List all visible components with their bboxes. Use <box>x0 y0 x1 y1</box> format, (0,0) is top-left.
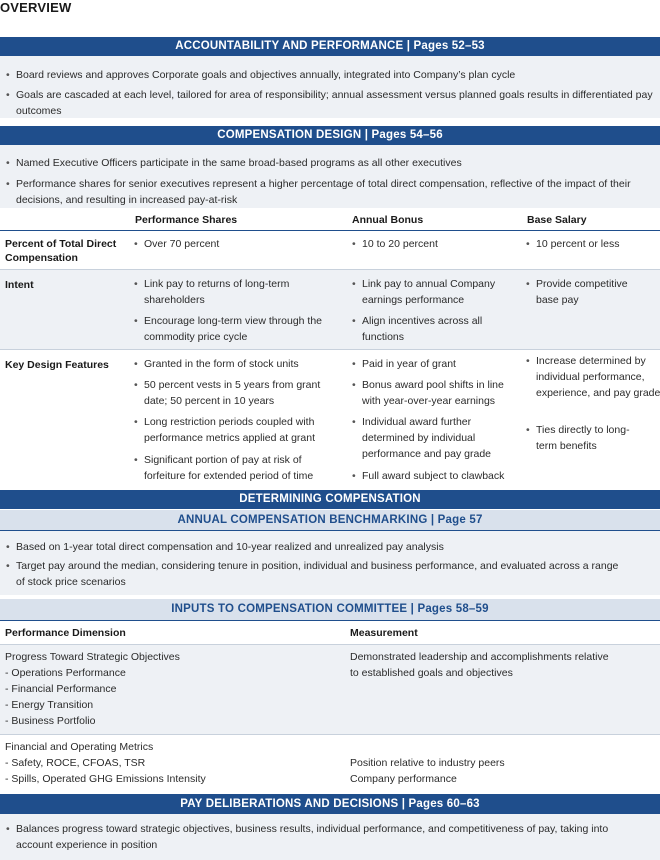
dimension-2-item-1: - Safety, ROCE, CFOAS, TSR <box>5 757 146 769</box>
col-measurement: Measurement <box>350 627 418 639</box>
col-base-salary: Base Salary <box>527 214 587 226</box>
features-perf-1: • Granted in the form of stock units <box>134 356 349 372</box>
design-bullet-1: • Named Executive Officers participate in the same broad-based programs as all other executives <box>6 155 656 171</box>
measurement-1-line-1: Demonstrated leadership and accomplishments relative <box>350 651 609 663</box>
intent-perf-2: • Encourage long-term view through the commodity price cycle <box>134 313 334 345</box>
measurement-2-line-2: Company performance <box>350 773 457 785</box>
features-perf-4: • Significant portion of pay at risk of forfeiture for extended period of time <box>134 452 344 484</box>
measurement-2-line-1: Position relative to industry peers <box>350 757 505 769</box>
inputs-divider <box>0 620 660 621</box>
design-banner: COMPENSATION DESIGN | Pages 54–56 <box>0 126 660 145</box>
intent-bonus-2: • Align incentives across all functions <box>352 313 492 345</box>
dimension-1-title: Progress Toward Strategic Objectives <box>5 651 180 663</box>
dimension-2-item-2: - Spills, Operated GHG Emissions Intensity <box>5 773 206 785</box>
inputs-row-divider <box>0 734 660 735</box>
measurement-1-line-2: to established goals and objectives <box>350 667 513 679</box>
intent-perf-1: • Link pay to returns of long-term shareholders <box>134 276 319 308</box>
features-bonus-4: • Full award subject to clawback <box>352 468 527 484</box>
dimension-1-item-1: - Operations Performance <box>5 667 126 679</box>
benchmark-bullet-1: • Based on 1-year total direct compensation and 10-year realized and unrealized pay analysis <box>6 539 656 555</box>
page-title: OVERVIEW <box>0 0 72 15</box>
intent-bonus-1: • Link pay to annual Company earnings performance <box>352 276 522 308</box>
accountability-bullet-2: • Goals are cascaded at each level, tailored for area of responsibility; annual assessment versus planned goals results in differentiated pay outcomes <box>6 87 660 119</box>
determining-banner: DETERMINING COMPENSATION <box>0 490 660 509</box>
accountability-bullet-1: • Board reviews and approves Corporate goals and objectives annually, integrated into Company’s plan cycle <box>6 67 656 83</box>
deliberations-bullet-1: • Balances progress toward strategic objectives, business results, individual performance, and competitiveness of pay, taking into account experience in position <box>6 821 636 853</box>
row-intent-label: Intent <box>5 279 34 291</box>
features-salary-1: • Increase determined by individual performance, experience, and pay grade <box>526 353 660 401</box>
inputs-banner: INPUTS TO COMPENSATION COMMITTEE | Pages 58–59 <box>0 599 660 620</box>
dimension-1-item-4: - Business Portfolio <box>5 715 96 727</box>
benchmark-banner: ANNUAL COMPENSATION BENCHMARKING | Page 57 <box>0 510 660 530</box>
dimension-2-title: Financial and Operating Metrics <box>5 741 154 753</box>
accountability-banner: ACCOUNTABILITY AND PERFORMANCE | Pages 52–53 <box>0 37 660 56</box>
features-bonus-2: • Bonus award pool shifts in line with year-over-year earnings <box>352 377 522 409</box>
col-annual-bonus: Annual Bonus <box>352 214 424 226</box>
dimension-1-item-2: - Financial Performance <box>5 683 117 695</box>
col-performance-dimension: Performance Dimension <box>5 627 126 639</box>
intent-salary-1: • Provide competitive base pay <box>526 276 646 308</box>
row-percent-label: Percent of Total Direct Compensation <box>5 238 117 264</box>
design-header-divider <box>0 230 660 231</box>
benchmark-bullet-2: • Target pay around the median, considering tenure in position, individual and business performance, and evaluated across a range of stock price scenarios <box>6 558 626 590</box>
features-perf-3: • Long restriction periods coupled with performance metrics applied at grant <box>134 414 339 446</box>
dimension-1-item-3: - Energy Transition <box>5 699 94 711</box>
design-bullet-2: • Performance shares for senior executives represent a higher percentage of total direct compensation, reflective of the impact of their decisions, and resulting in increased pay-at-risk <box>6 176 656 208</box>
features-perf-2: • 50 percent vests in 5 years from grant date; 50 percent in 10 years <box>134 377 339 409</box>
deliberations-banner: PAY DELIBERATIONS AND DECISIONS | Pages 60–63 <box>0 794 660 814</box>
percent-perf: • Over 70 percent <box>134 236 349 252</box>
percent-salary: • 10 percent or less <box>526 236 660 252</box>
features-salary-2: • Ties directly to long-term benefits <box>526 422 646 454</box>
row-features-label: Key Design Features <box>5 359 109 371</box>
col-performance-shares: Performance Shares <box>135 214 238 226</box>
percent-bonus: • 10 to 20 percent <box>352 236 522 252</box>
features-bonus-3: • Individual award further determined by individual performance and pay grade <box>352 414 512 462</box>
row-divider-2 <box>0 349 660 350</box>
features-bonus-1: • Paid in year of grant <box>352 356 522 372</box>
